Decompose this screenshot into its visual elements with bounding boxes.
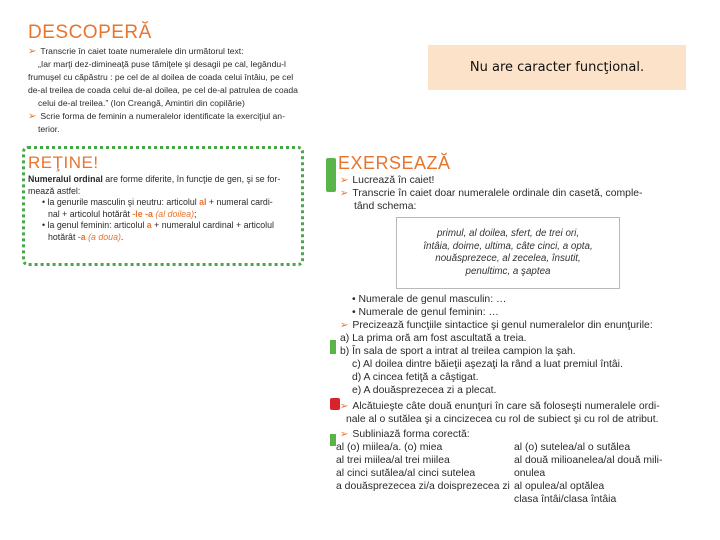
schema-line: • Numerale de genul masculin: …	[352, 294, 507, 305]
answer-left-col	[336, 441, 512, 493]
exercise-line: ➢ Transcrie în caiet doar numeralele ordinale din casetă, comple-	[340, 188, 643, 199]
answer-item: al (o) miilea/a. (o) miea	[336, 442, 443, 453]
exercise-line: ➢ Alcătuieşte câte două enunţuri în care să foloseşti numeralele ordi-	[340, 401, 660, 412]
arrow-bullet-icon: ➢	[340, 188, 349, 199]
answer-right-col	[514, 441, 694, 506]
descopera-line: ➢ Transcrie în caiet toate numeralele din următorul text:	[28, 46, 244, 57]
exercise-line: nale al o sutălea şi a cincizecea cu rol de subiect şi cu rol de atribut.	[346, 414, 659, 425]
answer-item: al cinci sutălea/al cinci sutelea	[336, 468, 476, 479]
section-title-exerseaza: EXERSEAZĂ	[338, 153, 451, 173]
answer-item: al (o) sutelea/al o sutălea	[514, 442, 631, 453]
arrow-bullet-icon: ➢	[340, 175, 349, 186]
section-title-retine: REŢINE!	[28, 153, 99, 172]
arrow-bullet-icon: ➢	[340, 401, 349, 412]
exerseaza-text-4	[340, 400, 680, 426]
arrow-bullet-icon: ➢	[28, 111, 37, 122]
word-box	[396, 217, 620, 289]
sentence-line: d) A cincea fetiţă a câştigat.	[352, 372, 479, 383]
exercise-line: ➢ Precizează funcţiile sintactice şi genul numeralelor din enunţurile:	[340, 320, 653, 331]
retine-item: • la genurile masculin şi neutru: articolul al + numeral cardi-	[42, 197, 273, 207]
answer-item: al două milioanelea/al două mili-	[514, 455, 663, 466]
descopera-line: „Iar marţi dez-dimineaţă puse tămiţele şi desagii pe cal, legându-l	[38, 59, 286, 69]
retine-item: • la genul feminin: articolul a + numeralul cardinal + articolul	[42, 220, 274, 230]
word-box-line: întâia, doime, ultima, câte cinci, a opta,	[423, 240, 593, 252]
descopera-line: de-al treilea de coada celui de-al doilea, pe cel de-al patrulea de coada	[28, 85, 298, 95]
retine-intro: Numeralul ordinal are forme diferite, în funcţie de gen, şi se for-	[28, 174, 281, 184]
arrow-bullet-icon: ➢	[340, 429, 349, 440]
exercise-line: ➢ Subliniază forma corectă:	[340, 429, 470, 440]
sentence-line: a) La prima oră am fost ascultată a treia.	[340, 333, 527, 344]
retine-item-cont: hotărât -a (a doua).	[48, 231, 124, 242]
exerseaza-text-5	[340, 428, 680, 441]
retine-item-cont: nal + articolul hotărât -le -a (al doilea);	[48, 208, 197, 219]
descopera-line: celui de-al treilea.” (Ion Creangă, Amintiri din copilărie)	[38, 98, 245, 108]
sentence-line: c) Al doilea dintre băieţii aşezaţi la rând a luat premiul întâi.	[352, 359, 623, 370]
note-box	[428, 45, 686, 90]
descopera-line: terior.	[38, 124, 60, 134]
exerseaza-text-3	[340, 319, 680, 397]
word-box-line: primul, al doilea, sfert, de trei ori,	[436, 228, 580, 239]
answer-item: onulea	[514, 468, 546, 479]
answer-item: al opulea/al optălea	[514, 481, 605, 492]
answer-item: a douăsprezecea zi/a doisprezecea zi	[336, 481, 510, 492]
retine-text	[28, 174, 296, 243]
word-box-line: nouăsprezece, al zecelea, însutit,	[435, 253, 581, 264]
descopera-line: ➢ Scrie forma de feminin a numeralelor identificate la exerciţiul an-	[28, 111, 285, 122]
exercise-line: ➢ Lucrează în caiet!	[340, 175, 435, 186]
answer-item: clasa întâi/clasa întâia	[514, 494, 617, 505]
descopera-line: frumuşel cu căpăstru : pe cel de al doilea de coada celui întâiu, pe cel	[28, 72, 294, 82]
arrow-bullet-icon: ➢	[340, 320, 349, 331]
green-marker	[326, 158, 336, 192]
answer-item: al trei miilea/al trei miilea	[336, 455, 450, 466]
note-text: Nu are caracter funcţional.	[469, 60, 645, 75]
section-title-descopera: DESCOPERĂ	[28, 22, 152, 43]
green-marker	[330, 340, 336, 354]
word-box-line: penultimc, a şaptea	[465, 265, 551, 277]
red-marker	[330, 398, 340, 410]
exerseaza-text-2	[352, 293, 682, 319]
descopera-text	[28, 45, 310, 136]
sentence-line: b) În sala de sport a intrat al treilea campion la şah.	[340, 346, 576, 357]
schema-line: • Numerale de genul feminin: …	[352, 307, 499, 318]
exercise-line: tând schema:	[354, 201, 417, 212]
retine-intro-2: mează astfel:	[28, 185, 81, 196]
sentence-line: e) A douăsprezecea zi a plecat.	[352, 385, 497, 396]
exerseaza-text	[340, 174, 680, 213]
arrow-bullet-icon: ➢	[28, 46, 37, 57]
